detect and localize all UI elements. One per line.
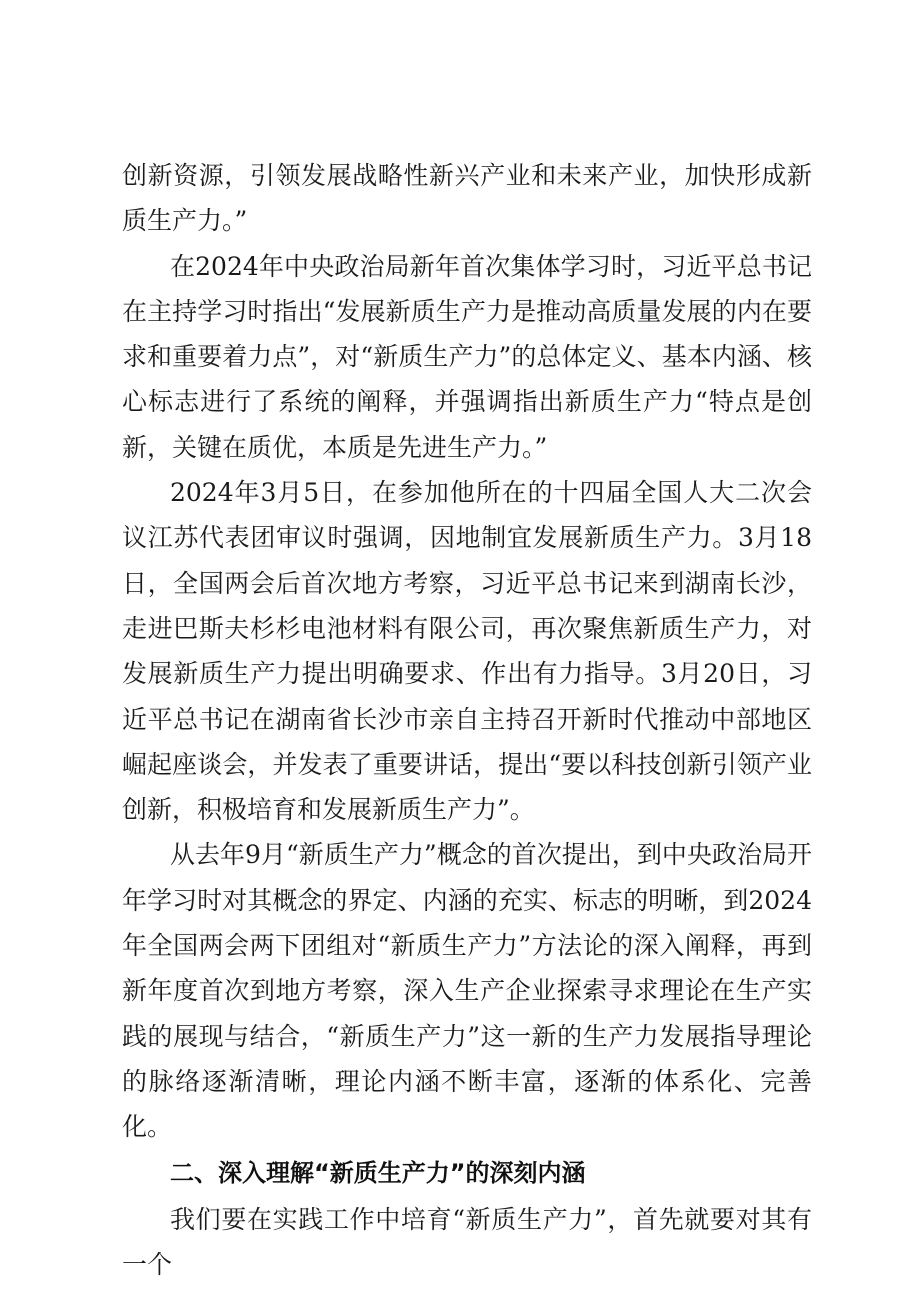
paragraph-5: 我们要在实践工作中培育“新质生产力”，首先就要对其有一个 [122,1204,812,1279]
paragraph-2: 在2024年中央政治局新年首次集体学习时，习近平总书记在主持学习时指出“发展新质生产力是推动高质量发展的内在要求和重要着力点”，对“新质生产力”的总体定义、基本内涵、核心标志进行了系统的阐释，并强调指出新质生产力“特点是创新，关键在质优，本质是先进生产力。” [122,251,812,462]
paragraph-3: 2024年3月5日，在参加他所在的十四届全国人大二次会议江苏代表团审议时强调，因地制宜发展新质生产力。3月18日，全国两会后首次地方考察，习近平总书记来到湖南长沙，走进巴斯夫杉杉电池材料有限公司，再次聚焦新质生产力，对发展新质生产力提出明确要求、作出有力指导。3月20日，习近平总书记在湖南省长沙市亲自主持召开新时代推动中部地区崛起座谈会，并发表了重要讲话，提出“要以科技创新引领产业创新，积极培育和发展新质生产力”。 [122,478,812,825]
paragraph-4: 从去年9月“新质生产力”概念的首次提出，到中央政治局开年学习时对其概念的界定、内涵的充实、标志的明晰，到2024年全国两会两下团组对“新质生产力”方法论的深入阐释，再到新年度首次到地方考察，深入生产企业探索寻求理论在生产实践的展现与结合，“新质生产力”这一新的生产力发展指导理论的脉络逐渐清晰，理论内涵不断丰富，逐渐的体系化、完善化。 [122,840,812,1142]
document-page [122,153,812,1287]
section-heading: 二、深入理解“新质生产力”的深刻内涵 [170,1158,586,1187]
paragraph-1: 创新资源，引领发展战略性新兴产业和未来产业，加快形成新质生产力。” [122,161,812,236]
